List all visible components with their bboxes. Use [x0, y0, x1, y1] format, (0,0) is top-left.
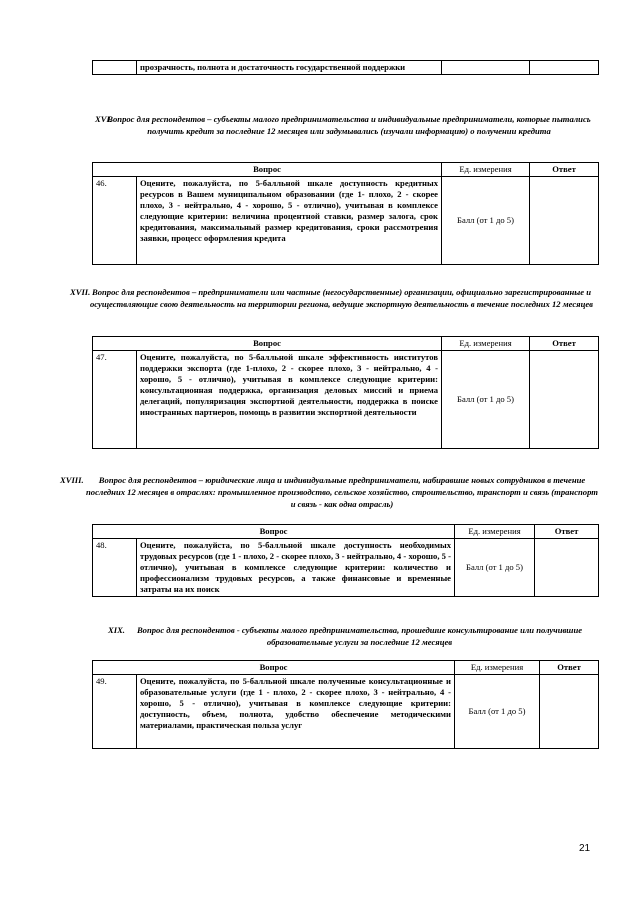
table-row	[93, 351, 599, 449]
table-header-row	[93, 525, 599, 539]
table-row	[93, 539, 599, 597]
section-title: Вопрос для респондентов – субъекты малого предпринимательства и индивидуальные предприниматели, которые пытались получить кредит за последние 12 месяцев или задумывались (изучали информацию) о получении кредита	[107, 114, 591, 137]
header-unit: Ед. измерения	[455, 525, 535, 539]
question-text: Оцените, пожалуйста, по 5-балльной шкале доступность кредитных ресурсов в Вашем муниципальном образовании (где 1- плохо, 2 - скорее плохо, 3 - нейтрально, 4 - хорошо, 5 - отлично), учитывая в комплексе следующие критерии: величина процентной ставки, размер залога, срок кредитования, максимальный размер кредитования, сроки рассмотрения заявки, процесс оформления кредита	[137, 177, 442, 265]
unit-cell: Балл (от 1 до 5)	[442, 177, 530, 265]
table-header-row	[93, 337, 599, 351]
section-roman: XVII.	[70, 287, 91, 297]
header-answer: Ответ	[540, 661, 599, 675]
table-header-row	[93, 163, 599, 177]
header-answer: Ответ	[530, 337, 599, 351]
header-question: Вопрос	[93, 163, 442, 177]
table-row	[93, 675, 599, 749]
table-header-row	[93, 661, 599, 675]
unit-cell	[442, 61, 530, 75]
question-table-48	[92, 524, 599, 597]
question-table-46	[92, 162, 599, 265]
answer-cell[interactable]	[530, 351, 599, 449]
header-unit: Ед. измерения	[442, 163, 530, 177]
row-number: 49.	[93, 675, 137, 749]
section-heading-xvii	[70, 286, 595, 310]
answer-cell	[530, 61, 599, 75]
unit-cell: Балл (от 1 до 5)	[455, 539, 535, 597]
section-heading-xix	[108, 624, 593, 648]
header-answer: Ответ	[530, 163, 599, 177]
question-table-47	[92, 336, 599, 449]
row-number: 48.	[93, 539, 137, 597]
top-fragment-table	[92, 60, 599, 75]
section-roman: XVI.	[95, 114, 112, 124]
section-title: Вопрос для респондентов - субъекты малого предпринимательства, прошедшие консультирование или получившие образовательные услуги за последние 12 месяцев	[136, 625, 583, 648]
section-heading-xvi	[95, 113, 595, 137]
question-text: Оцените, пожалуйста, по 5-балльной шкале доступность необходимых трудовых ресурсов (где 1 - плохо, 2 - скорее плохо, 3 - нейтрально, 4 - хорошо, 5 - отлично), учитывая в комплексе следующие критерии: количество и профессионализм трудовых ресурсов, а также финансовые и временные затраты на их поиск	[137, 539, 455, 597]
section-heading-xviii	[60, 474, 600, 510]
page-number: 21	[579, 843, 591, 854]
table-row	[93, 177, 599, 265]
answer-cell[interactable]	[540, 675, 599, 749]
row-number: 47.	[93, 351, 137, 449]
section-roman: XIX.	[108, 625, 125, 635]
section-title: Вопрос для респондентов – предприниматели или частные (негосударственные) организации, официально зарегистрированные и осуществляющие свою деятельность на территории региона, ведущие экспортную деятельность в течение последних 12 месяцев	[89, 287, 594, 310]
question-text: прозрачность, полнота и достаточность государственной поддержки	[137, 61, 442, 75]
section-title: Вопрос для респондентов – юридические лица и индивидуальные предприниматели, набиравшие новых сотрудников в течение последних 12 месяцев в отраслях: промышленное производство, сельское хозяйство, строительство, транспорт и связь (транспорт и связь - как одна отрасль)	[86, 475, 598, 510]
unit-cell: Балл (от 1 до 5)	[442, 351, 530, 449]
answer-cell[interactable]	[535, 539, 599, 597]
row-number: 46.	[93, 177, 137, 265]
row-number	[93, 61, 137, 75]
header-question: Вопрос	[93, 337, 442, 351]
header-unit: Ед. измерения	[455, 661, 540, 675]
section-roman: XVIII.	[60, 475, 84, 485]
header-answer: Ответ	[535, 525, 599, 539]
header-unit: Ед. измерения	[442, 337, 530, 351]
question-table-49	[92, 660, 599, 749]
question-text: Оцените, пожалуйста, по 5-балльной шкале эффективность институтов поддержки экспорта (где 1-плохо, 2 - скорее плохо, 3 - нейтрально, 4 - хорошо, 5 - отлично), учитывая в комплексе следующие критерии: консультационная поддержка, организация деловых миссий и приема делегаций, популяризация экспортной деятельности, поддержка в поиске иностранных партнеров, помощь в развитии экспортной деятельности	[137, 351, 442, 449]
header-question: Вопрос	[93, 661, 455, 675]
unit-cell: Балл (от 1 до 5)	[455, 675, 540, 749]
header-question: Вопрос	[93, 525, 455, 539]
table-row	[93, 61, 599, 75]
answer-cell[interactable]	[530, 177, 599, 265]
question-text: Оцените, пожалуйста, по 5-балльной шкале полученные консультационные и образовательные услуги (где 1 - плохо, 2 - скорее плохо, 3 - нейтрально, 4 - хорошо, 5 - отлично), учитывая в комплексе следующие критерии: доступность, объем, полнота, удобство обеспечение методическими материалами, практическая польза услуг	[137, 675, 455, 749]
